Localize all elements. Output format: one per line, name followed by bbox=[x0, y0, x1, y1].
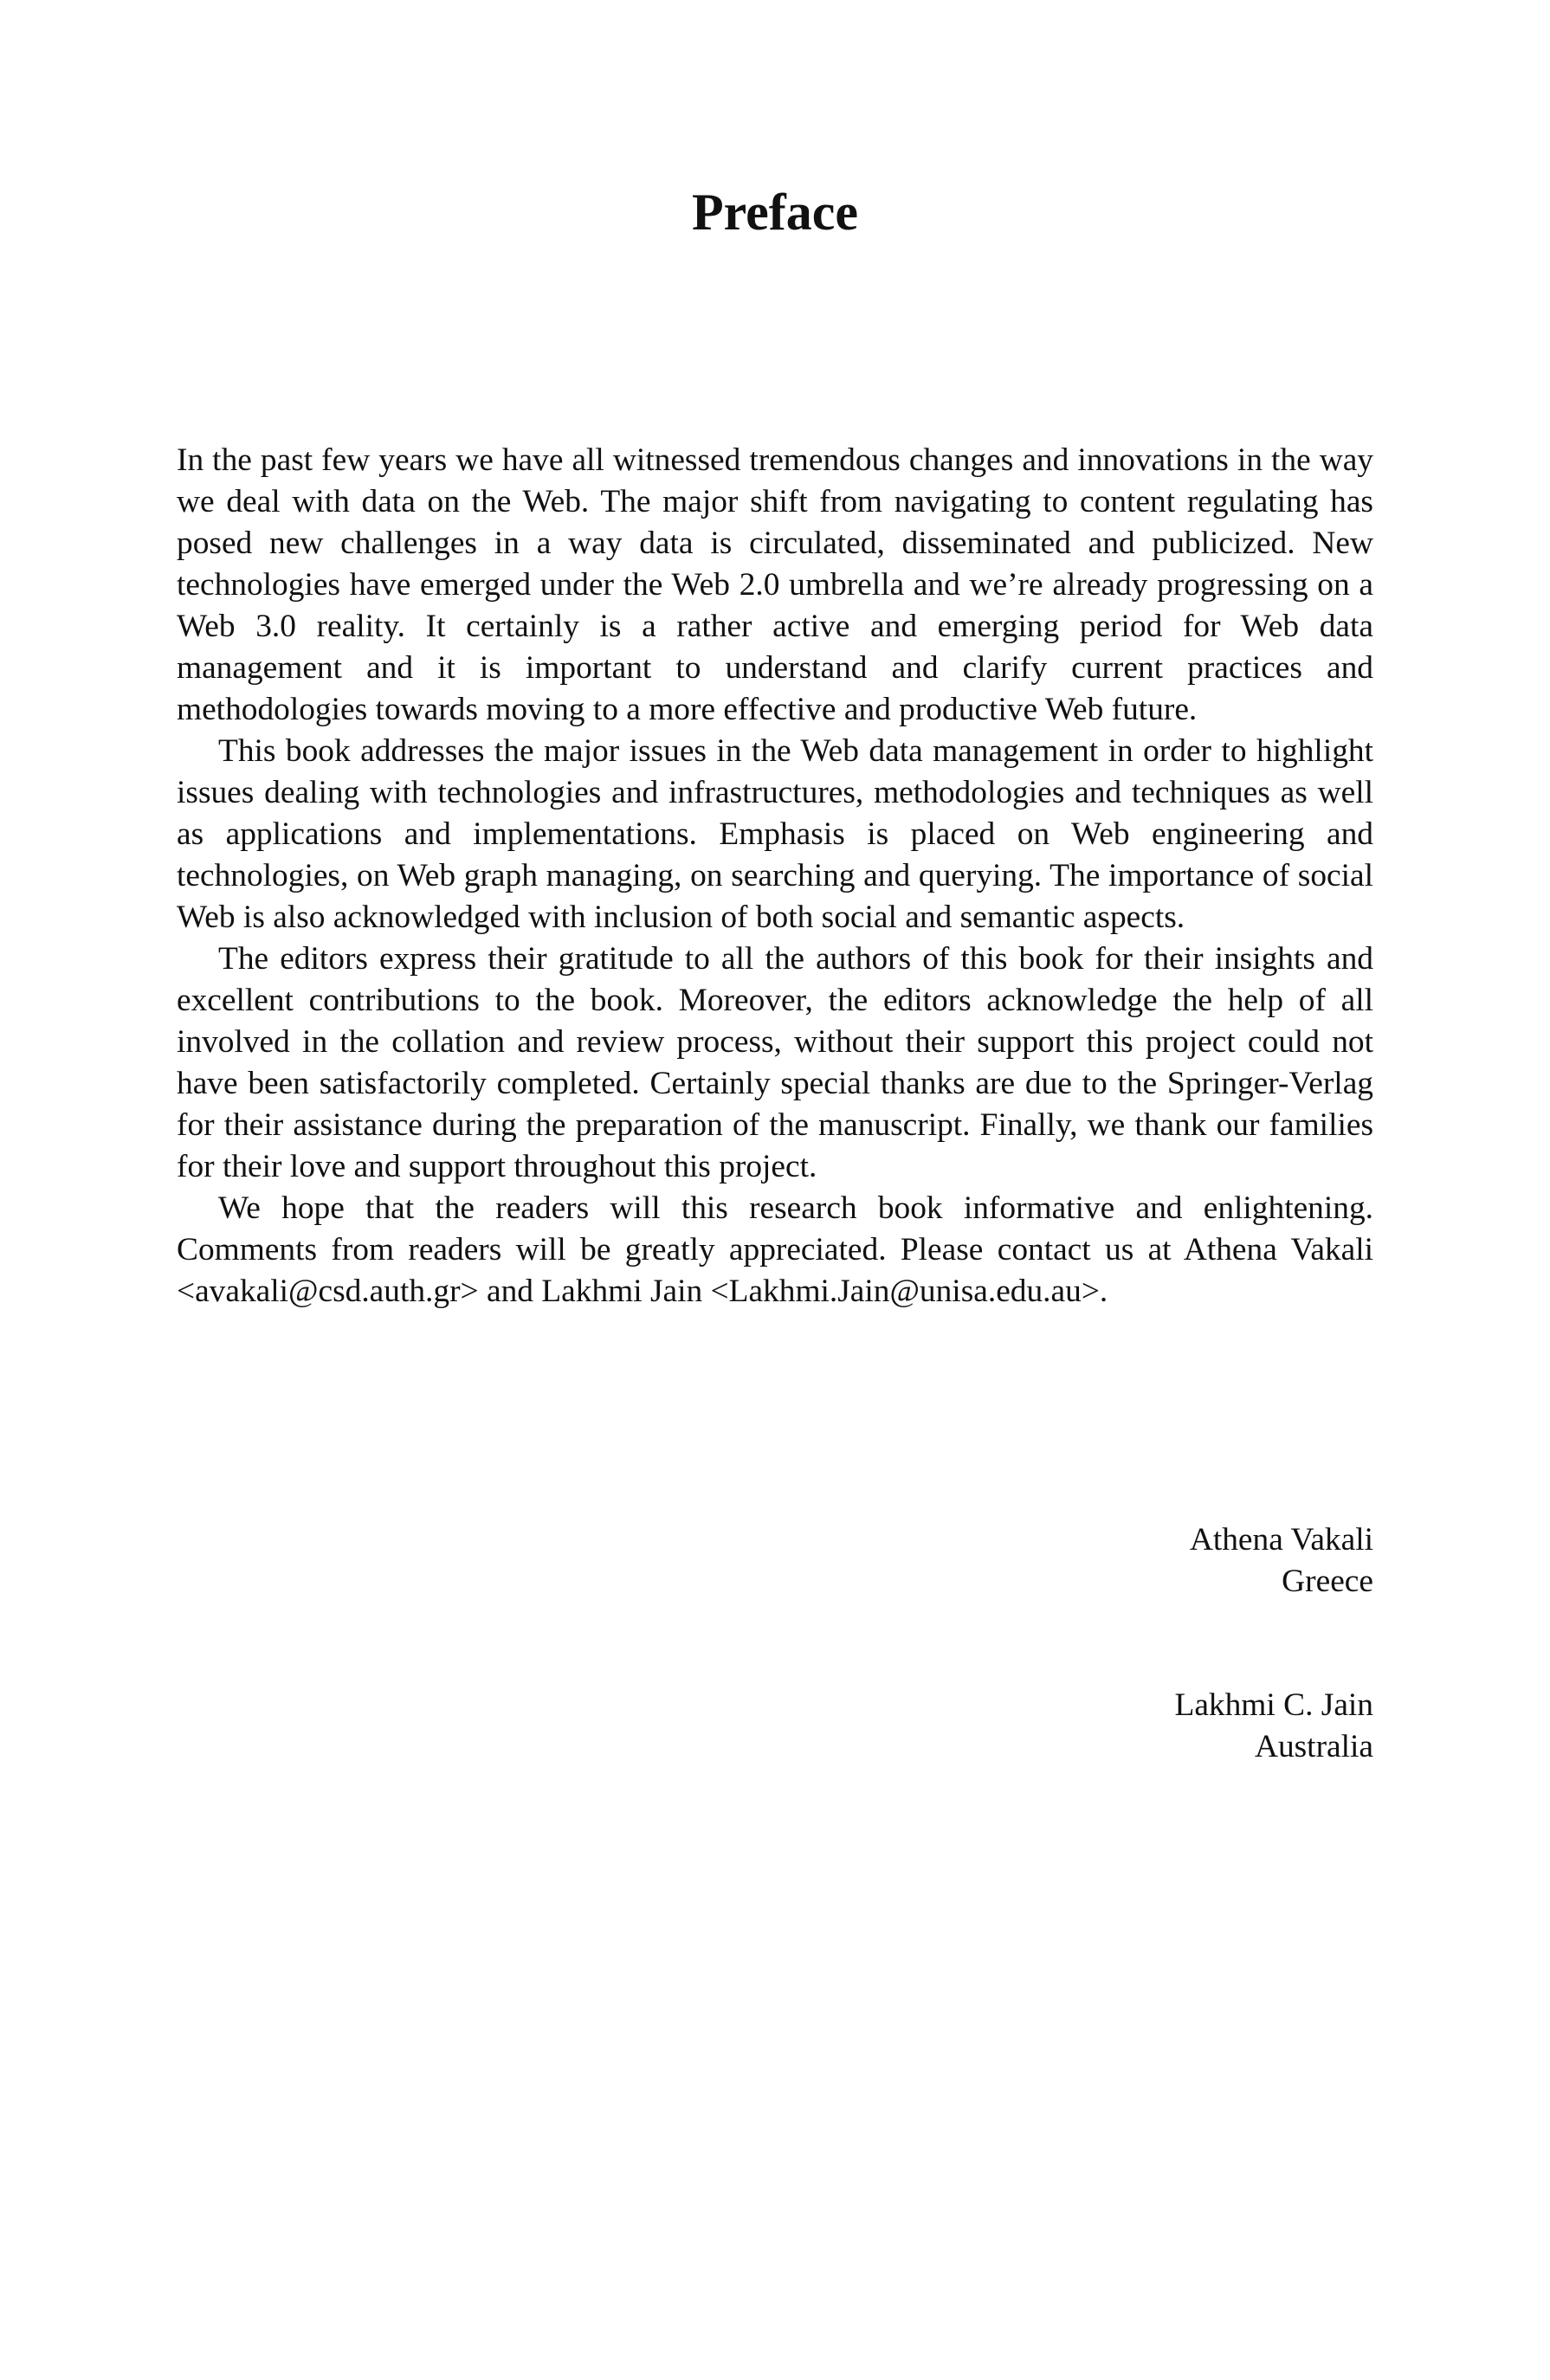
paragraph-2: This book addresses the major issues in the Web data management in order to highlight issues dealing with technologies and infrastructures, methodologies and techniques as well as applications and implementations. Emphasis is placed on Web engineering and technologies, on Web graph managing, on searching and querying. The importance of social Web is also acknowledged with inclusion of both social and semantic aspects. bbox=[177, 733, 1373, 935]
signature-name: Athena Vakali bbox=[1189, 1522, 1373, 1558]
page-title: Preface bbox=[691, 184, 859, 241]
signature-country: Greece bbox=[1282, 1564, 1373, 1599]
signature-country: Australia bbox=[1254, 1729, 1373, 1764]
paragraph-3: The editors express their gratitude to all the authors of this book for their insights and excellent contributions to the book. Moreover, the editors acknowledge the help of all involved in the collation and review process, without their support this project could not have been satisfactorily completed. Certainly special thanks are due to the Springer-Verlag for their assistance during the preparation of the manuscript. Finally, we thank our families for their love and support throughout this project. bbox=[177, 941, 1373, 1184]
signature-athena-vakali bbox=[681, 1519, 1373, 1603]
signature-name: Lakhmi C. Jain bbox=[1174, 1687, 1373, 1723]
paragraph-4: We hope that the readers will this research book informative and enlightening. Comments from readers will be greatly appreciated. Please contact us at Athena Vakali <avakali@csd.auth.gr> and Lakhmi Jain <Lakhmi.Jain@unisa.edu.au>. bbox=[177, 1190, 1373, 1309]
paragraph-1: In the past few years we have all witnessed tremendous changes and innovations in the way we deal with data on the Web. The major shift from navigating to content regulating has posed new challenges in a way data is circulated, disseminated and publicized. New technologies have emerged under the Web 2.0 umbrella and we’re already progressing on a Web 3.0 reality. It certainly is a rather active and emerging period for Web data management and it is important to understand and clarify current practices and methodologies towards moving to a more effective and productive Web future. bbox=[177, 442, 1373, 727]
signature-lakhmi-jain bbox=[681, 1685, 1373, 1768]
preface-body bbox=[177, 440, 1373, 1313]
